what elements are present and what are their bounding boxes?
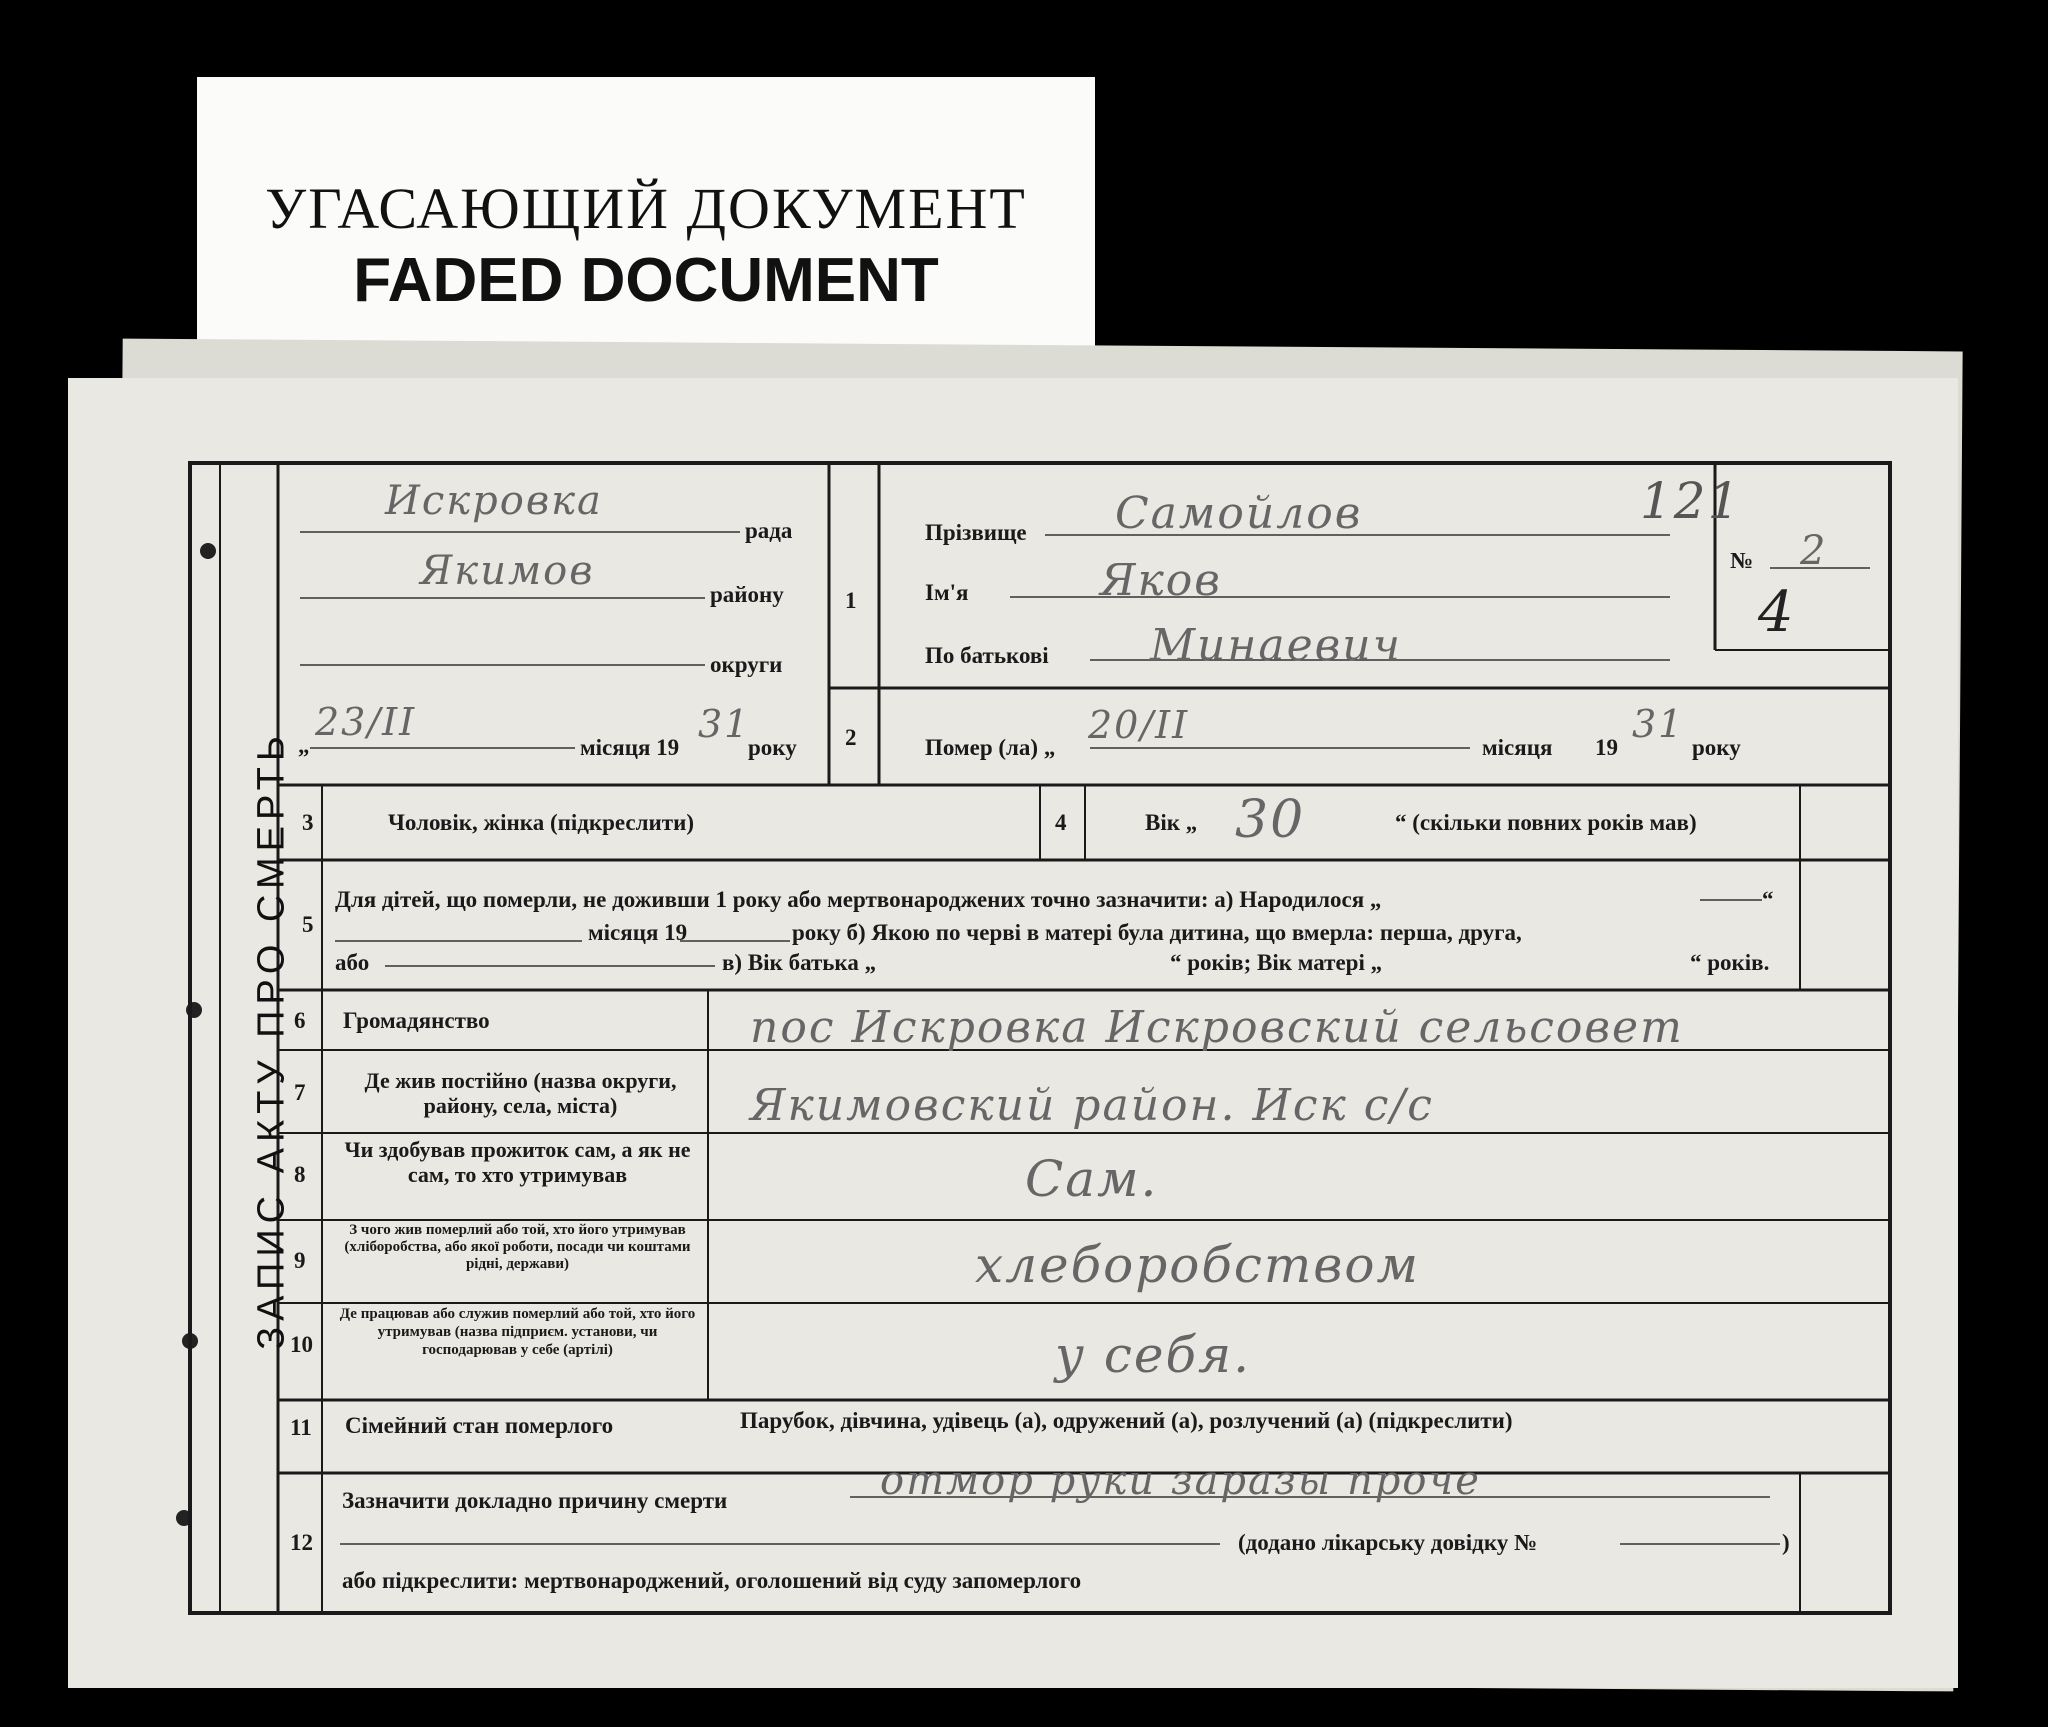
year-suffix: року [1692,735,1741,760]
age-suffix: “ (скільки повних років мав) [1395,810,1697,835]
patronymic-value: Минаевич [1150,620,1402,671]
sex-label: Чоловік, жінка (підкреслити) [388,810,694,835]
row-number: 10 [290,1332,313,1357]
row-number: 7 [294,1080,306,1105]
rada-value: Искровка [385,478,603,524]
row-number: 11 [290,1415,312,1440]
record-number-alt: 4 [1758,580,1796,645]
infant-line-3b: в) Вік батька „ [722,950,877,975]
name-value: Яков [1100,555,1222,606]
month-label: місяця 19 [580,735,680,760]
support-value: Сам. [1025,1150,1159,1208]
age-label: Вік „ [1145,810,1198,835]
corner-number: 121 [1640,472,1742,530]
row-number: 5 [302,912,314,937]
workplace-value: у себя. [1055,1326,1252,1384]
raion-label: району [710,582,784,607]
cause-of-death-label: Зазначити докладно причину смерти [342,1488,728,1513]
livelihood-value: хлеборобством [975,1236,1420,1294]
patronymic-label: По батькові [925,643,1049,668]
row-number: 9 [294,1248,306,1273]
residence-label: Де жив постійно (назва округи, району, села, міста) [364,1068,677,1118]
livelihood-label: З чого жив померлий або той, хто його утримував (хліборобства, або якої роботи, посади чи коштами рідні, держави) [344,1222,691,1272]
row-number: 2 [845,725,857,750]
death-date-label: Помер (ла) „ [925,735,1056,760]
death-year-value: 31 [1632,702,1685,746]
rada-label: рада [745,518,793,543]
infant-line-2b: року б) Якою по черві в матері була дитина, що вмерла: перша, друга, [792,920,1522,945]
infant-line-2a: місяця 19 [588,920,688,945]
okruhy-label: округи [710,652,783,677]
vertical-form-title: ЗАПИС АКТУ ПРО СМЕРТЬ [250,730,293,1350]
support-label: Чи здобував прожиток сам, а як не сам, то хто утримував [344,1137,691,1187]
citizenship-value: пос Искровка Искровский сельсовет [750,1002,1684,1053]
residence-value: Якимовский район. Иск с/с [750,1080,1434,1131]
infant-line-3a: або [335,950,370,975]
year-label: 19 [1595,735,1618,760]
record-number-value: 2 [1800,528,1828,574]
infant-line-3d: “ років. [1690,950,1770,975]
record-number-label: № [1730,548,1754,573]
infant-line-1-end: “ [1762,887,1774,912]
name-label: Ім'я [925,580,969,605]
stillborn-note: або підкреслити: мертвонароджений, оголошений від суду запомерлого [342,1568,1082,1593]
raion-value: Якимов [420,548,595,594]
registration-date-value: 23/ІІ [315,700,417,744]
medical-certificate-label: (додано лікарську довідку № [1238,1530,1538,1555]
marital-status-options: Парубок, дівчина, удівець (а), одружений (а), розлучений (а) (підкреслити) [740,1408,1513,1433]
notice-english: FADED DOCUMENT [353,246,939,315]
workplace-label: Де працював або служив померлий або той, хто його утримував (назва підприєм. установи, чи господарював у себе (артілі) [339,1306,696,1358]
surname-label: Прізвище [925,520,1027,545]
row-number: 6 [294,1008,306,1033]
row-number: 12 [290,1530,313,1555]
cause-of-death-value: отмор руки заразы проче [880,1458,1481,1504]
date-open-quote: „ [298,733,310,758]
notice-russian: УГАСАЮЩИЙ ДОКУМЕНТ [265,176,1027,241]
infant-line-3c: “ років; Вік матері „ [1170,950,1383,975]
row-number: 1 [845,588,857,613]
year-suffix: року [748,735,797,760]
row-number: 3 [302,810,314,835]
row-number: 8 [294,1162,306,1187]
medical-certificate-end: ) [1782,1530,1790,1555]
registration-year-value: 31 [698,702,751,746]
infant-line-1: Для дітей, що померли, не доживши 1 року або мертвонароджених точно зазначити: а) Народилося „ [335,887,1382,912]
age-value: 30 [1235,790,1306,850]
month-label: місяця [1482,735,1553,760]
marital-status-label: Сімейний стан померлого [345,1413,614,1438]
surname-value: Самойлов [1115,488,1363,539]
row-number: 4 [1055,810,1067,835]
citizenship-label: Громадянство [343,1008,490,1033]
death-date-value: 20/ІІ [1088,703,1190,747]
